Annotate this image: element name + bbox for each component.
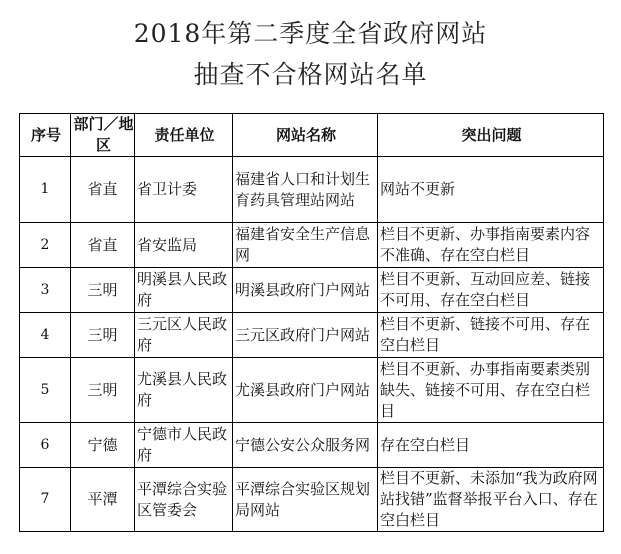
table-row <box>20 268 604 313</box>
cell-unit: 三元区人民政府 <box>135 313 233 358</box>
cell-site: 福建省人口和计划生育药具管理站网站 <box>233 157 378 223</box>
cell-site: 尤溪县政府门户网站 <box>233 358 378 423</box>
cell-unit: 宁德市人民政府 <box>135 423 233 468</box>
cell-unit: 平潭综合实验区管委会 <box>135 468 233 532</box>
header-issue: 突出问题 <box>378 114 604 157</box>
cell-dept: 宁德 <box>71 423 135 468</box>
cell-dept: 三明 <box>71 268 135 313</box>
cell-issue: 网站不更新 <box>378 157 604 223</box>
table-row <box>20 423 604 468</box>
page-title-line-1: 2018年第二季度全省政府网站 <box>133 19 488 48</box>
table-row <box>20 223 604 268</box>
cell-no: 4 <box>20 313 71 358</box>
cell-issue: 栏目不更新、互动回应差、链接不可用、存在空白栏目 <box>378 268 604 313</box>
table-row <box>20 468 604 532</box>
cell-unit: 明溪县人民政府 <box>135 268 233 313</box>
cell-no: 7 <box>20 468 71 532</box>
cell-issue: 存在空白栏目 <box>378 423 604 468</box>
cell-no: 6 <box>20 423 71 468</box>
cell-site: 福建省安全生产信息网 <box>233 223 378 268</box>
header-no: 序号 <box>20 114 71 157</box>
cell-no: 5 <box>20 358 71 423</box>
cell-issue: 栏目不更新、未添加“我为政府网站找错”监督举报平台入口、存在空白栏目 <box>378 468 604 532</box>
page-title-line-2: 抽查不合格网站名单 <box>193 60 428 89</box>
cell-dept: 省直 <box>71 223 135 268</box>
cell-site: 宁德公安公众服务网 <box>233 423 378 468</box>
cell-no: 2 <box>20 223 71 268</box>
table-row <box>20 157 604 223</box>
cell-dept: 三明 <box>71 358 135 423</box>
header-unit: 责任单位 <box>135 114 233 157</box>
table-header-row <box>20 114 604 157</box>
header-dept: 部门／地区 <box>71 114 135 157</box>
cell-dept: 省直 <box>71 157 135 223</box>
cell-unit: 尤溪县人民政府 <box>135 358 233 423</box>
cell-site: 平潭综合实验区规划局网站 <box>233 468 378 532</box>
cell-dept: 三明 <box>71 313 135 358</box>
cell-unit: 省卫计委 <box>135 157 233 223</box>
cell-dept: 平潭 <box>71 468 135 532</box>
cell-issue: 栏目不更新、链接不可用、存在空白栏目 <box>378 313 604 358</box>
cell-site: 明溪县政府门户网站 <box>233 268 378 313</box>
cell-no: 1 <box>20 157 71 223</box>
cell-no: 3 <box>20 268 71 313</box>
unqualified-websites-table <box>19 113 604 532</box>
cell-issue: 栏目不更新、办事指南要素内容不准确、存在空白栏目 <box>378 223 604 268</box>
cell-unit: 省安监局 <box>135 223 233 268</box>
cell-site: 三元区政府门户网站 <box>233 313 378 358</box>
table-row <box>20 358 604 423</box>
header-site: 网站名称 <box>233 114 378 157</box>
cell-issue: 栏目不更新、办事指南要素类别缺失、链接不可用、存在空白栏目 <box>378 358 604 423</box>
table-row <box>20 313 604 358</box>
